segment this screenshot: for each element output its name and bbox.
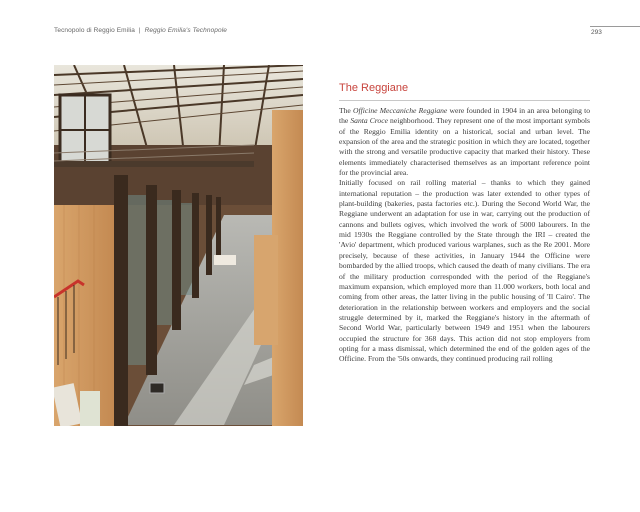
paragraph-1 [339,106,590,178]
paragraph-2: Initially focused on rail rolling material – thanks to which they gained international reputation – the production was later extended to other types of plant-building (bakeries, pasta factories etc.). During the Second World War, the Reggiane underwent an adaptation for use in war, carrying out the production of cannons and bullets ogives, which involved the work of 5000 labourers. In the mid 1930s the Reggiane controlled by the State through the IRI – created the 'Avio' department, which produced various warplanes, such as the Re 2001. More precisely, because of these activities, in January 1944 the Officine were bombarded by the allied troops, which caused the death of many civilians. The era of the military production corresponded with the period of the Reggiane's maximum expansion, which employed more than 11.000 workers, both local and coming from other areas, the latter living in the public housing of 'Il Cairo'. The deterioration in the relationship between workers and employers and the social struggle determined by it, marked the Reggiane's history in the aftermath of Second World War, particularly between 1949 and 1951 when the labourers occupied the structure for 368 days. This action did not stop employers from opting for a mass dismissal, which determined the end of the golden ages of the Officine. From the '50s onwards, they continued producing rail rolling [339,178,590,364]
header-title-italian: Tecnopolo di Reggio Emilia [54,27,136,34]
header-separator: | [138,27,141,34]
paragraph-1-part-2: were founded in 1904 in an area belonging to the [339,106,590,126]
body-text [339,106,590,365]
page-number: 293 [591,29,602,36]
officine-name-italic: Officine Meccaniche Reggiane [353,106,448,115]
section-title-rule [339,100,590,101]
section-title: The Reggiane [339,82,409,94]
paragraph-1-part-3: neighborhood. They represent one of the most important symbols of the Reggio Emilia identity on a historical, social and urban level. The expansion of the area and the strategic position in which they are located, together with the strong and versatile productive capacity that marked their history. These elements immediately characterised themselves as an important reference point for the provincial area. [339,116,591,178]
header-title-english: Reggio Emilia's Technopole [144,27,227,34]
running-header [54,27,227,34]
header-rule [590,26,640,27]
paragraph-1-lead: The [339,106,354,115]
santa-croce-italic: Santa Croce [350,116,388,126]
industrial-hall-interior-photo [54,65,303,426]
